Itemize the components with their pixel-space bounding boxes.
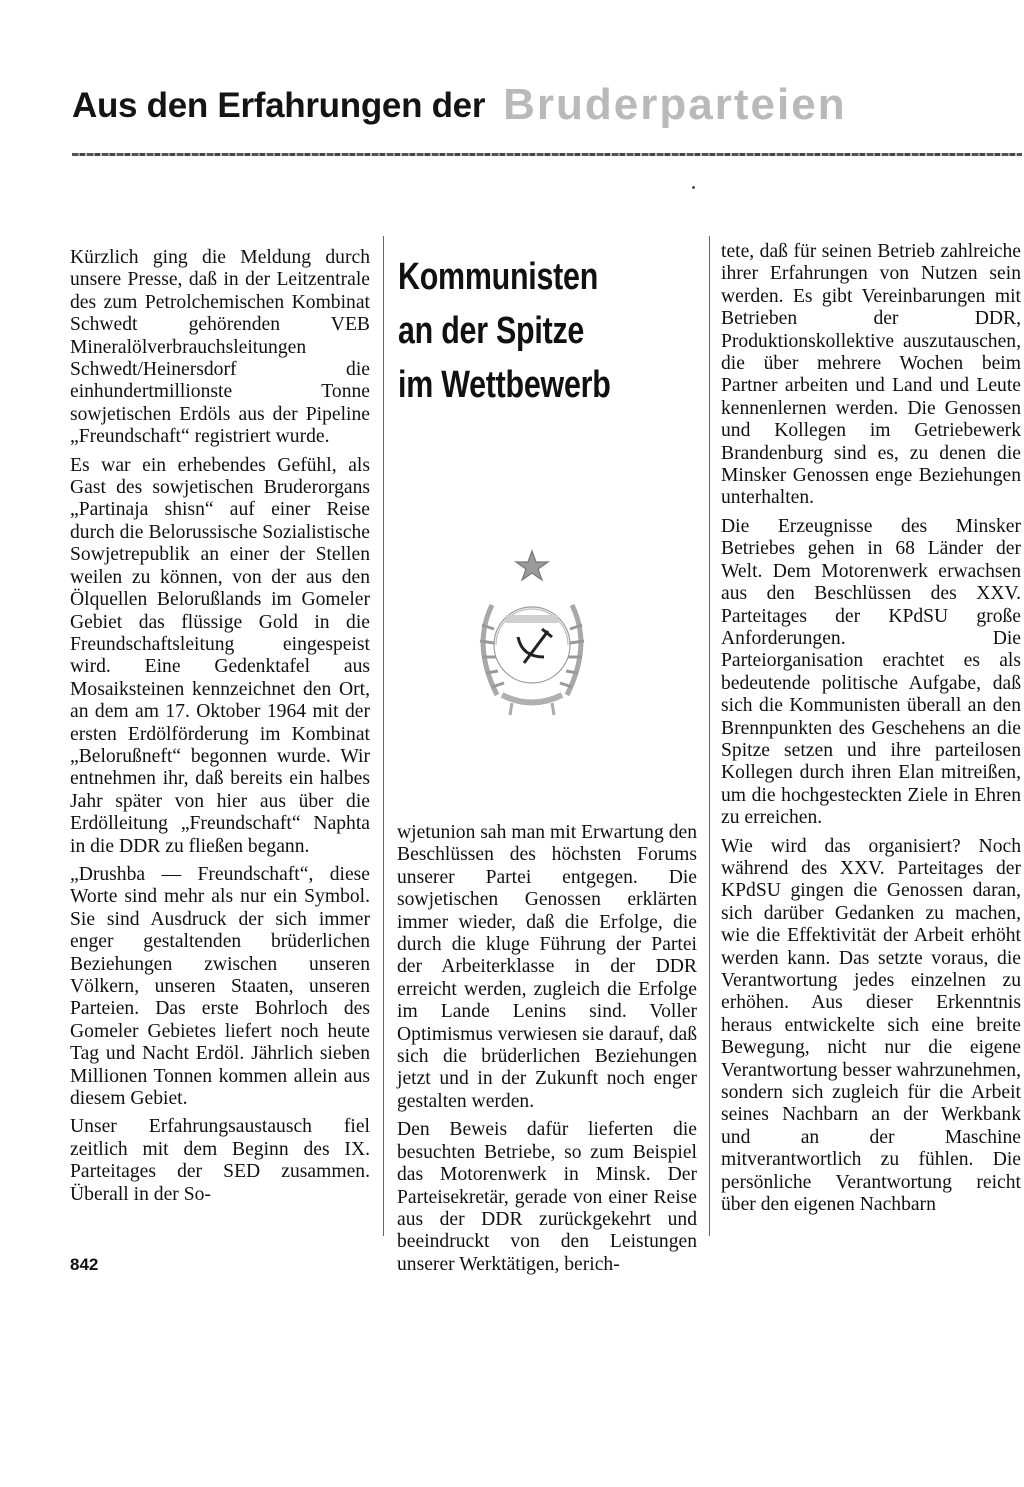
paragraph: wjetunion sah man mit Erwartung den Beschlüssen des höchsten Forums unserer Partei entgegen. Die sowjetischen Genossen erklärten immer wieder, daß die Erfolge, die durch die kluge Führung der Partei der Arbeiterklasse in der DDR erreicht werden, zugleich die Erfolge im Lande Lenins sind. Voller Optimismus verwiesen sie darauf, daß sich die brüderlichen Beziehungen jetzt und in der Zukunft noch enger gestalten werden. [397, 822, 697, 1112]
section-header [72, 78, 1012, 138]
soviet-state-emblem-icon [452, 545, 612, 720]
column-divider-left [383, 236, 384, 1236]
section-title-faded: Bruderparteien [503, 80, 847, 129]
article-column-3 [721, 241, 1021, 1222]
paragraph: Die Erzeugnisse des Minsker Betriebes gehen in 68 Länder der Welt. Dem Motorenwerk erwachsen aus den Beschlüssen des XXV. Parteitages der KPdSU große Anforderungen. Die Parteiorganisation erachtet es als bedeutende politische Aufgabe, daß sich die Kommunisten überall an den Brennpunkten des Geschehens an die Spitze setzen und ihre parteilosen Kollegen durch ihren Elan mitreißen, um die hochgesteckten Ziele in Ehren zu erreichen. [721, 515, 1021, 829]
paragraph: Kürzlich ging die Meldung durch unsere Presse, daß in der Leitzentrale des zum Petrolchemischen Kombinat Schwedt gehörenden VEB Mineralölverbrauchsleitungen Schwedt/Heinersdorf die einhundertmillionste Tonne sowjetischen Erdöls aus der Pipeline „Freundschaft“ registriert wurde. [70, 247, 370, 448]
article-headline [398, 250, 638, 412]
headline-line: im Wettbewerb [398, 364, 611, 406]
paragraph: „Drushba — Freundschaft“, diese Worte sind mehr als nur ein Symbol. Sie sind Ausdruck der sich immer enger gestaltenden brüderlichen Beziehungen zwischen unseren Völkern, unseren Staaten, unseren Parteien. Das erste Bohrloch des Gomeler Gebietes liefert noch heute Tag und Nacht Erdöl. Jährlich sieben Millionen Tonnen kommen allein aus diesem Gebiet. [70, 863, 370, 1110]
print-speck [692, 186, 695, 189]
section-title: Aus den Erfahrungen der [72, 86, 486, 125]
header-rule [72, 153, 1022, 156]
paragraph: Es war ein erhebendes Gefühl, als Gast des sowjetischen Bruderorgans „Partinaja shisn“ auf einer Reise durch die Belorussische Sozialistische Sowjetrepublik an einer der Stellen weilen zu können, von der aus den Ölquellen Belorußlands im Gomeler Gebiet das flüssige Gold in die Freundschaftsleitung eingespeist wird. Eine Gedenktafel aus Mosaiksteinen kennzeichnet den Ort, an dem am 17. Oktober 1964 mit der ersten Erdölförderung im Kombinat „Belorußneft“ begonnen wurde. Wir entnehmen ihr, daß bereits ein halbes Jahr später von hier aus über die Erdölleitung „Freundschaft“ Naphta in die DDR zu fließen begann. [70, 454, 370, 857]
paragraph: Wie wird das organisiert? Noch während des XXV. Parteitages der KPdSU gingen die Genossen daran, sich darüber Gedanken zu machen, wie die Effektivität der Arbeit erhöht werden kann. Das setzte voraus, die Verantwortung jedes einzelnen zu erhöhen. Aus dieser Erkenntnis heraus entwickelte sich eine breite Bewegung, nicht nur die eigene Verantwortung besser wahrzunehmen, sondern sich zugleich für die Arbeit seines Nachbarn an der Werkbank und an der Maschine mitverantwortlich zu fühlen. Die persönliche Verantwortung reicht über den eigenen Nachbarn [721, 835, 1021, 1216]
page-number: 842 [70, 1255, 99, 1274]
paragraph: Den Beweis dafür lieferten die besuchten Betriebe, so zum Beispiel das Motorenwerk in Minsk. Der Parteisekretär, gerade von einer Reise aus der DDR zurückgekehrt und beeindruckt von den Leistungen unserer Werktätigen, berich- [397, 1119, 697, 1275]
headline-line: Kommunisten [398, 256, 599, 298]
column-divider-right [709, 236, 710, 1236]
paragraph: tete, daß für seinen Betrieb zahlreiche ihrer Erfahrungen von Nutzen sein werden. Es gibt Vereinbarungen mit Betrieben der DDR, Produktionskollektive auszutauschen, die über mehrere Wochen beim Partner arbeiten und Land und Leute kennenlernen werden. Die Genossen und Kollegen im Getriebewerk Brandenburg sind es, zu denen die Minsker Genossen enge Beziehungen unterhalten. [721, 241, 1021, 509]
paragraph: Unser Erfahrungsaustausch fiel zeitlich mit dem Beginn des IX. Parteitages der SED zusammen. Überall in der So- [70, 1116, 370, 1205]
headline-line: an der Spitze [398, 310, 585, 352]
article-column-2 [397, 822, 697, 1282]
article-column-1 [70, 247, 370, 1212]
